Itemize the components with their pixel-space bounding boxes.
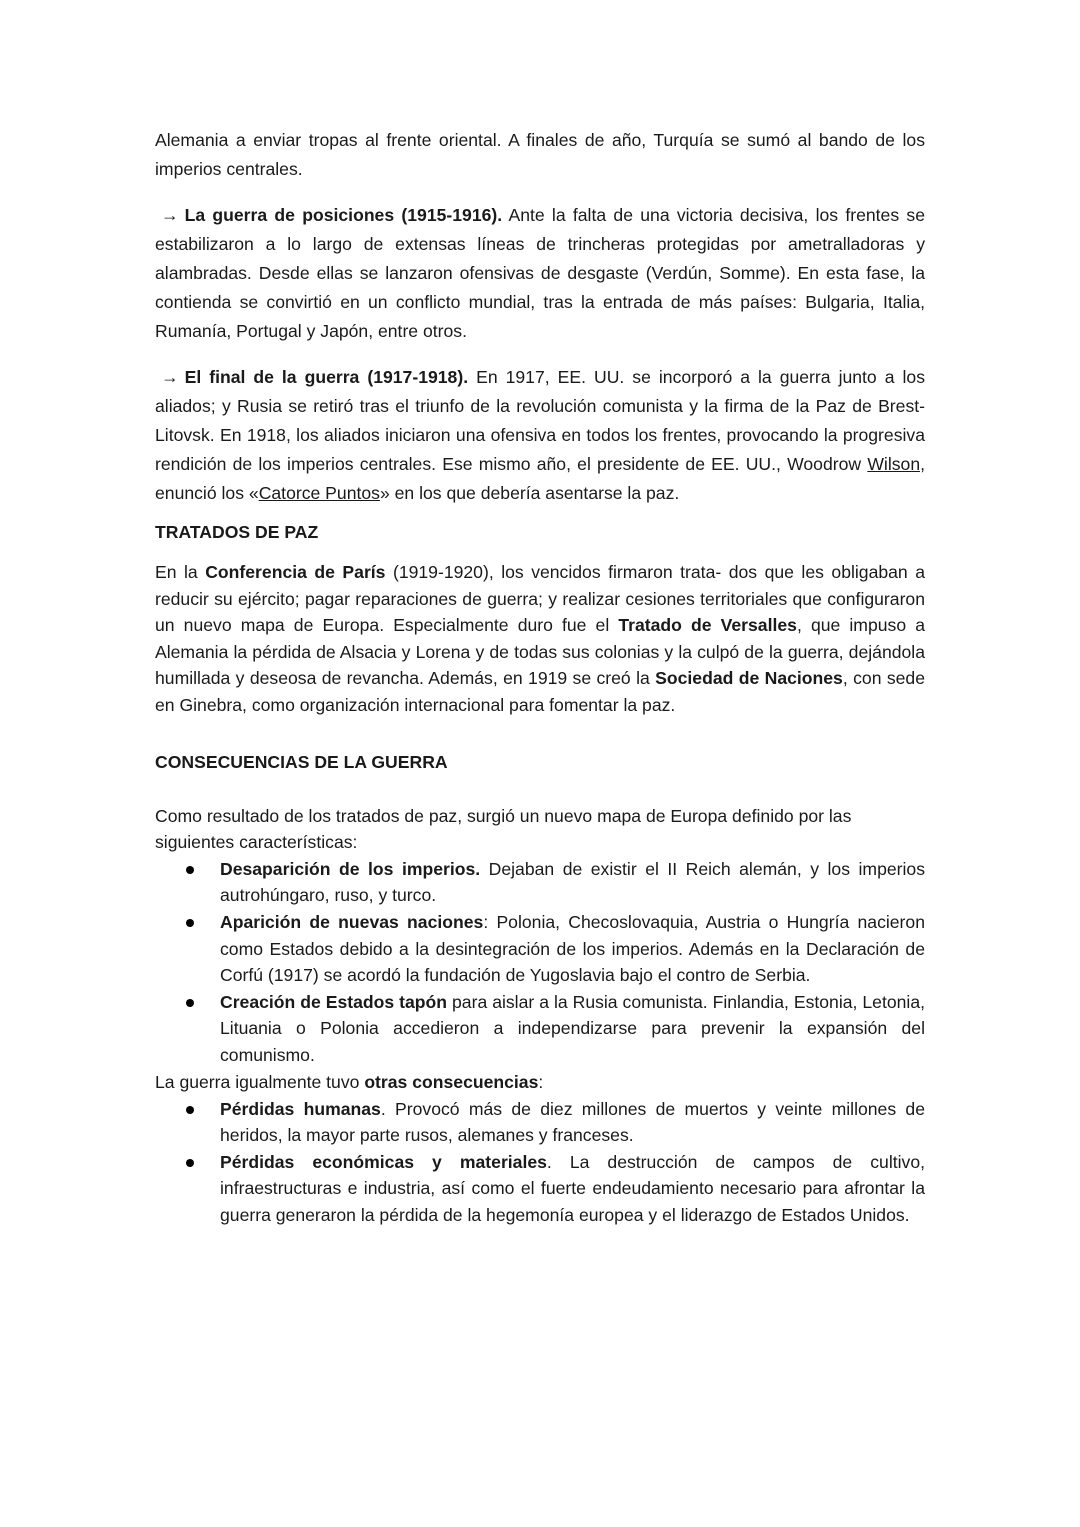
treaties-text-2: (1919-1920), los vencidos firmaron trata- dos que les obligaban a reducir su ejército; pagar reparaciones de guerra; y realizar cesiones territoriales que configuraron un nuevo mapa de Europa. Especialmente duro fue el — [155, 562, 926, 636]
other-consequences-list — [155, 1096, 925, 1229]
consequences-intro-paragraph: Como resultado de los tratados de paz, surgió un nuevo mapa de Europa definido por las siguientes características: — [155, 805, 852, 853]
peace-treaties-heading: TRATADOS DE PAZ — [155, 522, 319, 542]
list-item-text: . Provocó más de diez millones de muertos y veinte millones de heridos, la mayor parte rusos, alemanes y franceses. — [220, 1098, 925, 1146]
catorce-puntos-link[interactable]: Catorce Puntos — [258, 483, 380, 503]
treaties-text: En la — [155, 562, 206, 582]
end-of-war-paragraph — [155, 363, 925, 508]
treaties-text-4: , con sede en Ginebra, como organización internacional para fomentar la paz. — [155, 668, 925, 715]
list-item — [220, 909, 925, 989]
list-item-term: Pérdidas humanas — [220, 1098, 381, 1119]
bullet-icon — [186, 999, 194, 1007]
document-page — [155, 126, 925, 1228]
arrow-right-icon: → — [161, 367, 179, 387]
end-of-war-title: El final de la guerra (1917-1918). — [184, 367, 469, 387]
bullet-icon — [186, 1106, 194, 1114]
bullet-icon — [186, 866, 194, 874]
war-of-positions-title: La guerra de posiciones (1915-1916). — [184, 205, 503, 225]
list-item-text: Dejaban de existir el II Reich alemán, y los imperios autrohúngaro, ruso, y turco. — [220, 858, 925, 906]
other-consequences-lead — [155, 1069, 925, 1096]
versailles-treaty-term: Tratado de Versalles — [618, 615, 797, 636]
end-of-war-text-2: enunció los « — [155, 483, 259, 503]
list-item — [220, 1096, 925, 1149]
list-item-term: Aparición de nuevas naciones — [220, 911, 484, 932]
list-item-term: Pérdidas económicas y materiales — [220, 1151, 547, 1172]
consequences-heading: CONSECUENCIAS DE LA GUERRA — [155, 751, 448, 772]
list-item-term: Creación de Estados tapón — [220, 991, 448, 1012]
list-item — [220, 856, 925, 909]
war-of-positions-paragraph — [155, 201, 925, 346]
lead-text: La guerra igualmente tuvo — [155, 1071, 365, 1092]
war-of-positions-text: Ante la falta de una victoria decisiva, los frentes se estabilizaron a lo largo de extensas líneas de trincheras protegidas por ametralladoras y alambradas. Desde ellas se lanzaron ofensivas de desgaste (Verdún, Somme). En esta fase, la contienda se convirtió en un conflicto mundial, tras la entrada de más países: Bulgaria, Italia, Rumanía, Portugal y Japón, entre otros. — [155, 205, 925, 341]
list-item — [220, 1149, 925, 1229]
list-item-text: . La destrucción de campos de cultivo, infraestructuras e industria, así como el fuerte endeudamiento necesario para afrontar la guerra generaron la pérdida de la hegemonía europea y el liderazgo de Estados Unidos. — [220, 1151, 925, 1225]
intro-paragraph: Alemania a enviar tropas al frente oriental. A finales de año, Turquía se sumó al bando de los imperios centrales. — [155, 130, 925, 179]
wilson-link[interactable]: Wilson, — [867, 454, 925, 474]
list-item — [220, 989, 925, 1069]
end-of-war-text-3: » en los que debería asentarse la paz. — [379, 483, 680, 503]
bullet-icon — [186, 1159, 194, 1167]
list-item-text: : Polonia, Checoslovaquia, Austria o Hungría nacieron como Estados debido a la desintegración de los imperios. Además en la Declaración de Corfú (1917) se acordó la fundación de Yugoslavia bajo el contro de Serbia. — [220, 911, 925, 986]
treaties-text-3: , que impuso a Alemania la pérdida de Alsacia y Lorena y de todas sus colonias y la culpó de la guerra, dejándola humillada y deseosa de revancha. Además, en 1919 se creó la — [155, 615, 925, 689]
end-of-war-text: En 1917, EE. UU. se incorporó a la guerra junto a los aliados; y Rusia se retiró tras el triunfo de la revolución comunista y la firma de la Paz de Brest-Litovsk. En 1918, los aliados iniciaron una ofensiva en todos los frentes, provocando la progresiva rendición de los imperios centrales. Ese mismo año, el presidente de EE. UU., Woodrow — [155, 367, 925, 474]
lead-colon: : — [538, 1071, 544, 1092]
arrow-right-icon: → — [161, 205, 179, 225]
list-item-text: para aislar a la Rusia comunista. Finlandia, Estonia, Letonia, Lituania o Polonia accedieron a independizarse para prevenir la expansión del comunismo. — [220, 991, 925, 1065]
list-item-term: Desaparición de los imperios. — [220, 858, 481, 879]
league-of-nations-term: Sociedad de Naciones — [655, 668, 843, 689]
europe-map-characteristics-list — [155, 856, 925, 1069]
paris-conference-term: Conferencia de París — [205, 562, 386, 582]
peace-treaties-paragraph — [155, 559, 925, 719]
lead-term: otras consecuencias — [364, 1071, 539, 1092]
bullet-icon — [186, 919, 194, 927]
